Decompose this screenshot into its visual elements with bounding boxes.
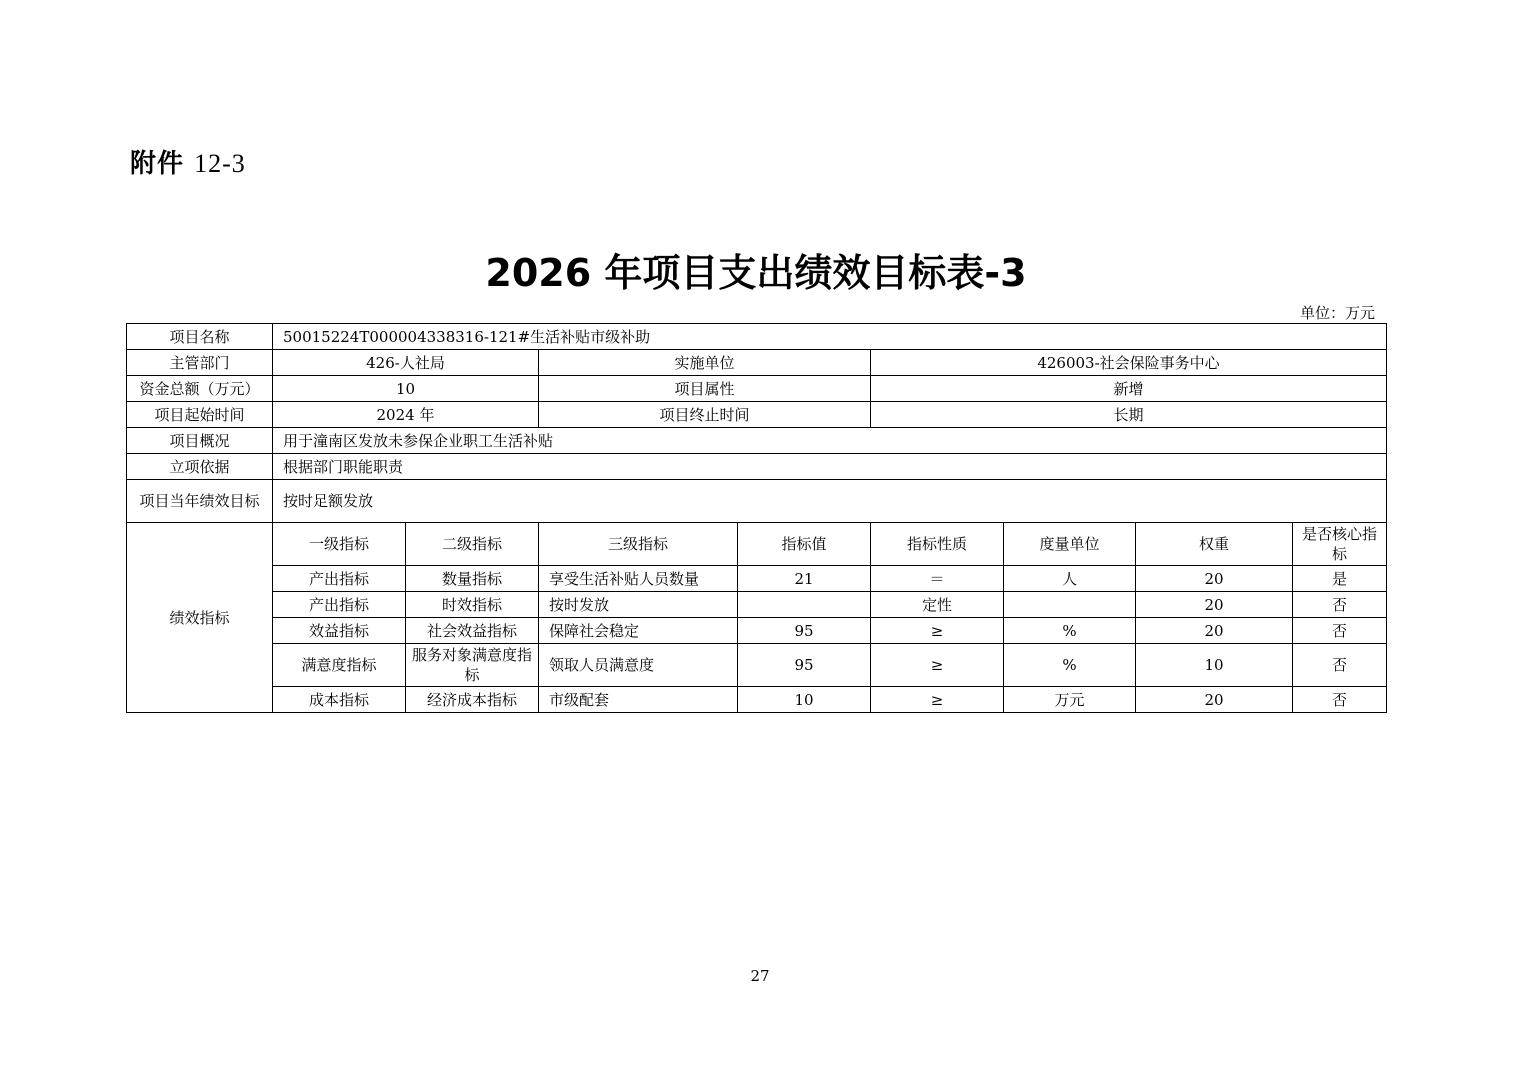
cell-core: 否 (1293, 618, 1387, 644)
cell-level1: 产出指标 (273, 566, 406, 592)
cell-weight: 10 (1136, 644, 1293, 687)
cell-nature: ≥ (871, 618, 1004, 644)
row-project-name (127, 324, 1387, 350)
cell-unit: % (1004, 618, 1136, 644)
cell-value: 21 (738, 566, 871, 592)
cell-core: 是 (1293, 566, 1387, 592)
cell-nature: 定性 (871, 592, 1004, 618)
table-row (127, 618, 1387, 644)
cell-level1: 效益指标 (273, 618, 406, 644)
cell-nature: ≥ (871, 644, 1004, 687)
indicator-header-row (127, 523, 1387, 566)
dept-value: 426-人社局 (273, 350, 539, 376)
page-number: 27 (750, 967, 770, 985)
cell-level2: 社会效益指标 (406, 618, 539, 644)
page-title: 2026 年项目支出绩效目标表-3 (485, 251, 1027, 295)
goal-value: 按时足额发放 (273, 480, 1387, 523)
header-level3: 三级指标 (539, 523, 738, 566)
header-level1: 一级指标 (273, 523, 406, 566)
cell-weight: 20 (1136, 687, 1293, 713)
cell-weight: 20 (1136, 618, 1293, 644)
cell-level2: 服务对象满意度指标 (406, 644, 539, 687)
project-name-label: 项目名称 (127, 324, 273, 350)
overview-label: 项目概况 (127, 428, 273, 454)
basis-label: 立项依据 (127, 454, 273, 480)
cell-nature: ≥ (871, 687, 1004, 713)
cell-nature: ＝ (871, 566, 1004, 592)
attachment-label (130, 143, 246, 180)
row-overview (127, 428, 1387, 454)
attribute-value: 新增 (871, 376, 1387, 402)
row-goal (127, 480, 1387, 523)
header-nature: 指标性质 (871, 523, 1004, 566)
cell-value: 10 (738, 687, 871, 713)
table-row (127, 592, 1387, 618)
attribute-label: 项目属性 (539, 376, 871, 402)
table-row (127, 566, 1387, 592)
cell-level2: 时效指标 (406, 592, 539, 618)
overview-value: 用于潼南区发放未参保企业职工生活补贴 (273, 428, 1387, 454)
dept-label: 主管部门 (127, 350, 273, 376)
row-dept (127, 350, 1387, 376)
project-name-value: 50015224T000004338316-121#生活补贴市级补助 (273, 324, 1387, 350)
goal-label: 项目当年绩效目标 (127, 480, 273, 523)
cell-level3: 享受生活补贴人员数量 (539, 566, 738, 592)
cell-level2: 数量指标 (406, 566, 539, 592)
cell-weight: 20 (1136, 566, 1293, 592)
header-core: 是否核心指标 (1293, 523, 1387, 566)
row-basis (127, 454, 1387, 480)
cell-value: 95 (738, 618, 871, 644)
fund-value: 10 (273, 376, 539, 402)
cell-level1: 满意度指标 (273, 644, 406, 687)
cell-level1: 成本指标 (273, 687, 406, 713)
cell-level3: 保障社会稳定 (539, 618, 738, 644)
cell-unit (1004, 592, 1136, 618)
impl-unit-label: 实施单位 (539, 350, 871, 376)
start-label: 项目起始时间 (127, 402, 273, 428)
cell-level2: 经济成本指标 (406, 687, 539, 713)
cell-unit: 人 (1004, 566, 1136, 592)
start-value: 2024 年 (273, 402, 539, 428)
impl-unit-value: 426003-社会保险事务中心 (871, 350, 1387, 376)
cell-core: 否 (1293, 687, 1387, 713)
end-label: 项目终止时间 (539, 402, 871, 428)
row-time (127, 402, 1387, 428)
indicator-section-label: 绩效指标 (127, 523, 273, 713)
fund-label: 资金总额（万元） (127, 376, 273, 402)
header-weight: 权重 (1136, 523, 1293, 566)
cell-level3: 市级配套 (539, 687, 738, 713)
cell-value: 95 (738, 644, 871, 687)
cell-level1: 产出指标 (273, 592, 406, 618)
basis-value: 根据部门职能职责 (273, 454, 1387, 480)
header-level2: 二级指标 (406, 523, 539, 566)
header-unit: 度量单位 (1004, 523, 1136, 566)
cell-value (738, 592, 871, 618)
attachment-number: 12-3 (194, 149, 246, 178)
table-row (127, 644, 1387, 687)
row-fund (127, 376, 1387, 402)
cell-unit: % (1004, 644, 1136, 687)
cell-core: 否 (1293, 644, 1387, 687)
cell-level3: 按时发放 (539, 592, 738, 618)
table-row (127, 687, 1387, 713)
cell-unit: 万元 (1004, 687, 1136, 713)
performance-table (126, 323, 1387, 713)
cell-level3: 领取人员满意度 (539, 644, 738, 687)
end-value: 长期 (871, 402, 1387, 428)
cell-weight: 20 (1136, 592, 1293, 618)
cell-core: 否 (1293, 592, 1387, 618)
header-value: 指标值 (738, 523, 871, 566)
attachment-word: 附件 (130, 149, 185, 179)
unit-label: 单位：万元 (1299, 304, 1375, 322)
